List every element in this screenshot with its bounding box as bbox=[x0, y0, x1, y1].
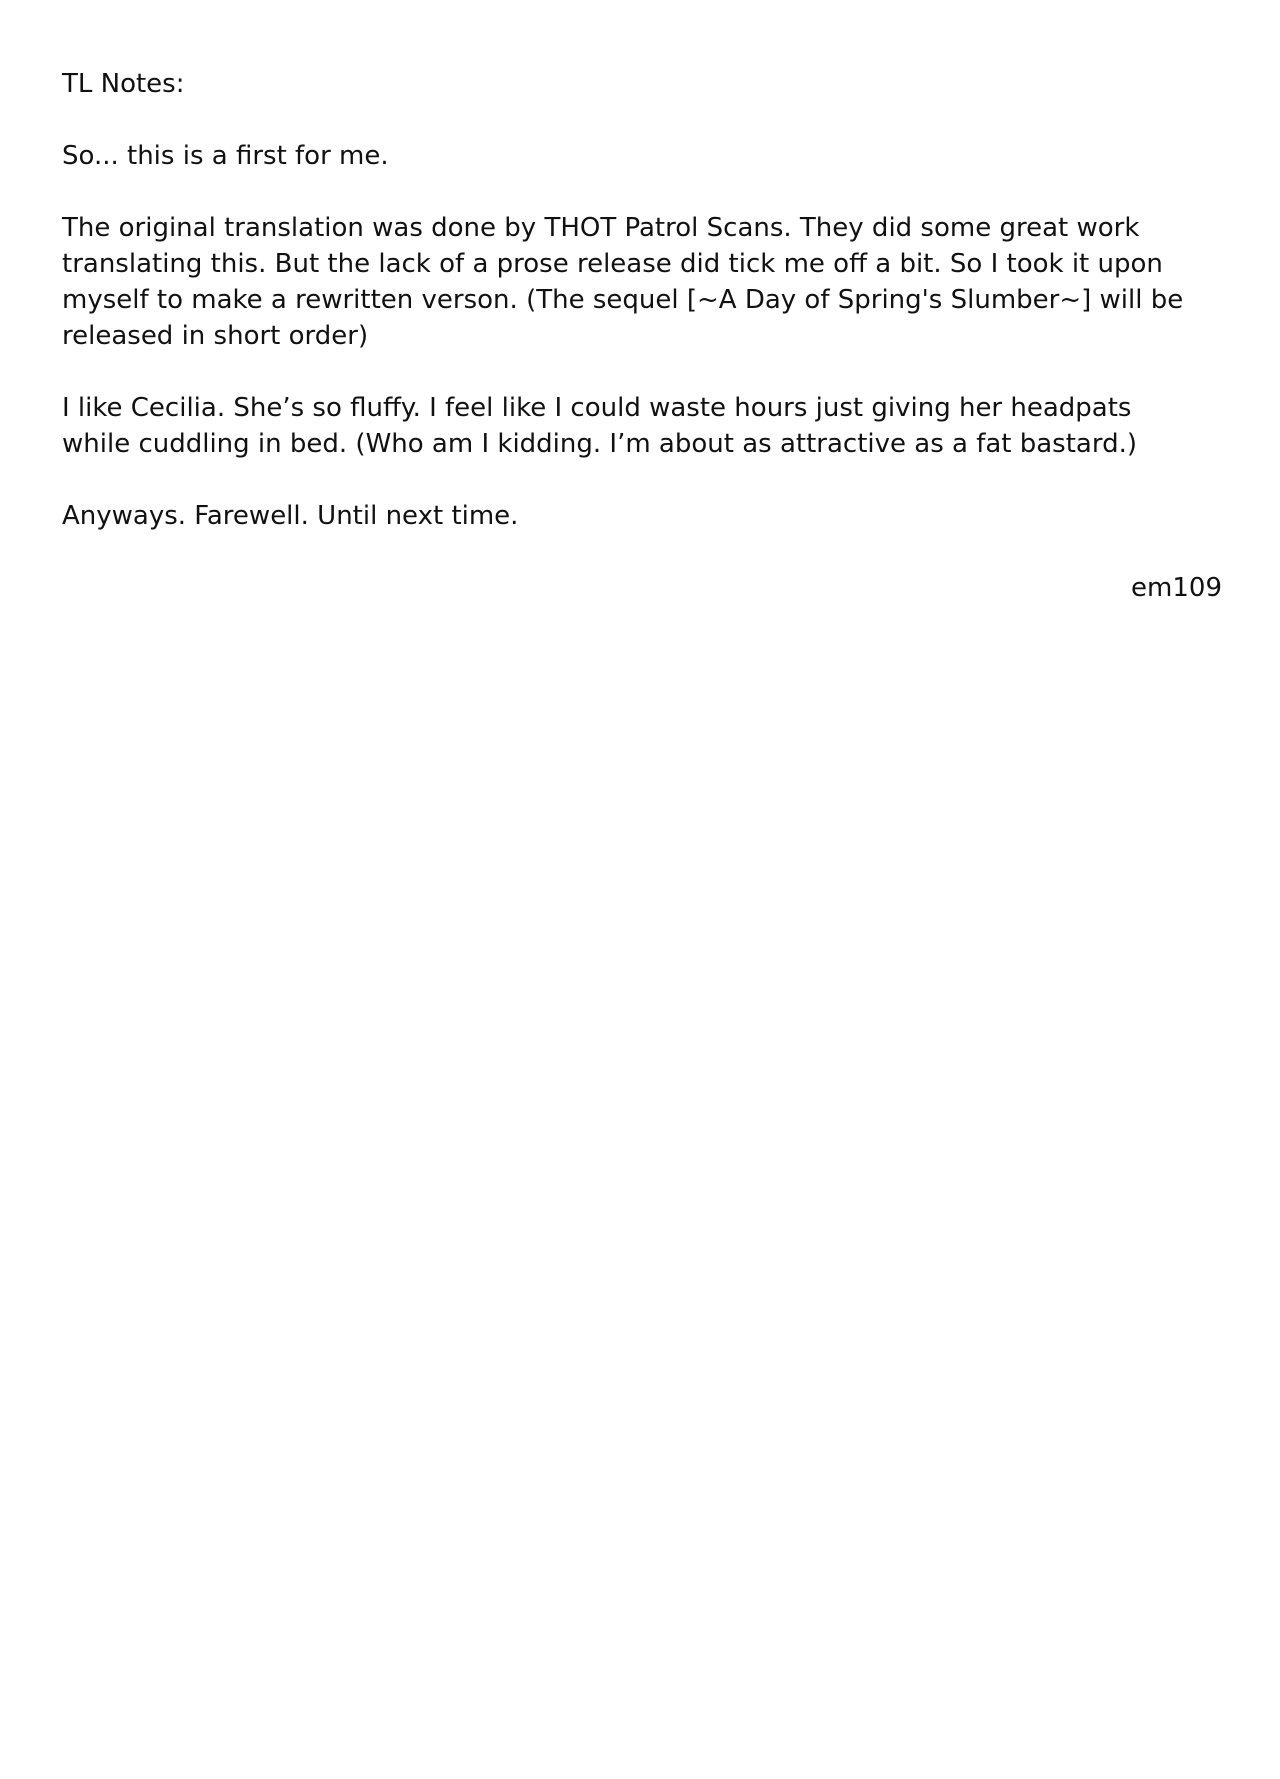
paragraph-line: The original translation was done by THOT Patrol Scans. They did some great work bbox=[62, 213, 1140, 243]
paragraph-line: released in short order) bbox=[62, 321, 369, 351]
paragraph-original-translation bbox=[62, 210, 1222, 354]
tl-notes-page bbox=[62, 66, 1222, 606]
paragraph-line: I like Cecilia. She’s so fluffy. I feel like I could waste hours just giving her headpats bbox=[62, 393, 1132, 423]
paragraph-line: translating this. But the lack of a prose release did tick me off a bit. So I took it upon bbox=[62, 249, 1163, 279]
tl-notes-heading bbox=[62, 66, 1222, 102]
signature: em109 bbox=[1131, 573, 1222, 603]
paragraph-line: Anyways. Farewell. Until next time. bbox=[62, 501, 519, 531]
paragraph-farewell bbox=[62, 498, 1222, 534]
paragraph-cecilia bbox=[62, 390, 1222, 462]
paragraph-line: So... this is a first for me. bbox=[62, 141, 389, 171]
paragraph-first-for-me bbox=[62, 138, 1222, 174]
paragraph-line: while cuddling in bed. (Who am I kidding. I’m about as attractive as a fat bastard.) bbox=[62, 429, 1138, 459]
heading-text: TL Notes: bbox=[62, 69, 185, 99]
paragraph-line: myself to make a rewritten verson. (The sequel [~A Day of Spring's Slumber~] will be bbox=[62, 285, 1184, 315]
